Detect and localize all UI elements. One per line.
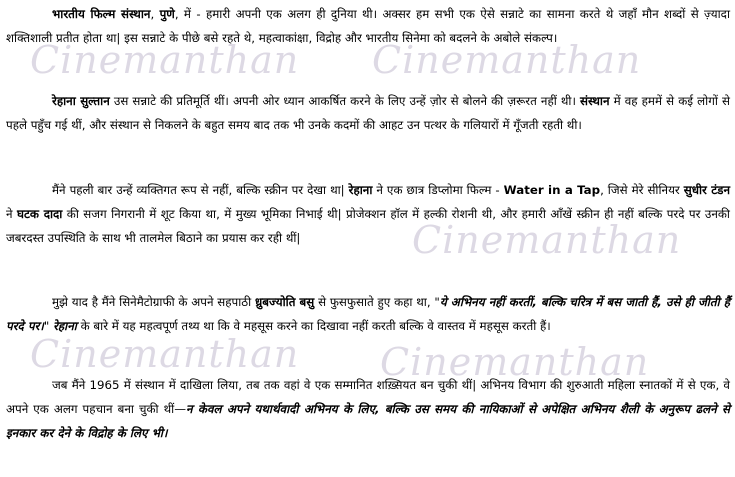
paragraph-3: मैंने पहली बार उन्हें व्यक्तिगत रूप से नहीं, बल्कि स्क्रीन पर देखा था| रेहाना ने एक छात्र डिप्लोमा फिल्म - Water in a Tap, जिसे मेरे सीनियर सुधीर टंडन ने घटक दादा की सजग निगरानी में शूट किया था, में मुख्य भूमिका निभाई थी| प्रोजेक्शन हॉल में हल्की रोशनी थी, और हमारी आँखें स्क्रीन ही नहीं बल्कि परदे पर उनकी जबरदस्त उपस्थिति के साथ भी तालमेल बिठाने का प्रयास कर रही थीं| bbox=[6, 183, 730, 245]
sudhir-tandon-name: सुधीर टंडन bbox=[683, 183, 730, 197]
city-name: पुणे bbox=[159, 7, 175, 21]
watermark: Cinemanthan bbox=[380, 340, 650, 384]
ghatak-dada-name: घटक दादा bbox=[16, 207, 63, 221]
emphasis-text: न केवल अपने यथार्थवादी अभिनय के लिए, बल्कि उस समय की नायिकाओं से अपेक्षित अभिनय शैली के अनुरूप ढलने से इनकार कर देने के विद्रोह के लिए भी। bbox=[6, 402, 730, 440]
watermark: Cinemanthan bbox=[30, 332, 300, 376]
paragraph-2: रेहाना सुल्तान उस सन्नाटे की प्रतिमूर्ति थीं। अपनी ओर ध्यान आकर्षित करने के लिए उन्हें ज़ोर से बोलने की ज़रूरत नहीं थी। संस्थान में वह हममें से कई लोगों से पहले पहुँच गई थीं, और संस्थान से निकलने के बहुत समय बाद तक भी उनके कदमों की आहट उन पत्थर के गलियारों में गूँजती रहती थी। bbox=[6, 94, 730, 132]
institute-name: भारतीय फिल्म संस्थान bbox=[52, 7, 151, 21]
rehana-name: रेहाना bbox=[53, 319, 77, 333]
watermark: Cinemanthan bbox=[412, 218, 682, 262]
watermark: Cinemanthan bbox=[372, 38, 642, 82]
paragraph-1: भारतीय फिल्म संस्थान, पुणे, में - हमारी अपनी एक अलग ही दुनिया थी। अक्सर हम सभी एक ऐसे सन्नाटे का सामना करते थे जहाँ मौन शब्दों से ज़्यादा शक्तिशाली प्रतीत होता था| इस सन्नाटे के पीछे बसे रहते थे, महत्वाकांक्षा, विद्रोह और भारतीय सिनेमा को बदलने के अबोले संकल्प। bbox=[6, 7, 730, 45]
quote: ये अभिनय नहीं करतीं, बल्कि चरित्र में बस जाती हैं, उसे ही जीती हैं परदे पर। bbox=[6, 295, 731, 333]
rehana-name: रेहाना सुल्तान bbox=[52, 94, 110, 108]
paragraph-5: जब मैंने 1965 में संस्थान में दाखिला लिया, तब तक वहां वे एक सम्मानित शख़्सियत बन चुकी थीं| अभिनय विभाग की शुरुआती महिला स्नातकों में से एक, वे अपने एक अलग पहचान बना चुकी थीं—न केवल अपने यथार्थवादी अभिनय के लिए, बल्कि उस समय की नायिकाओं से अपेक्षित अभिनय शैली के अनुरूप ढलने से इनकार कर देने के विद्रोह के लिए भी। bbox=[6, 378, 730, 440]
institute-word: संस्थान bbox=[580, 94, 610, 108]
film-title: Water in a Tap bbox=[503, 183, 601, 197]
paragraph-4: मुझे याद है मैंने सिनेमैटोग्राफी के अपने सहपाठी ध्रुबज्योति बसु से फुसफुसाते हुए कहा था, "ये अभिनय नहीं करतीं, बल्कि चरित्र में बस जाती हैं, उसे ही जीती हैं परदे पर।" रेहाना के बारे में यह महत्वपूर्ण तथ्य था कि वे महसूस करने का दिखावा नहीं करती बल्कि वे वास्तव में महसूस करती हैं। bbox=[6, 295, 731, 333]
dhrubajyoti-basu-name: ध्रुबज्योति बसु bbox=[255, 295, 315, 309]
rehana-name: रेहाना bbox=[348, 183, 373, 197]
watermark: Cinemanthan bbox=[30, 38, 300, 82]
